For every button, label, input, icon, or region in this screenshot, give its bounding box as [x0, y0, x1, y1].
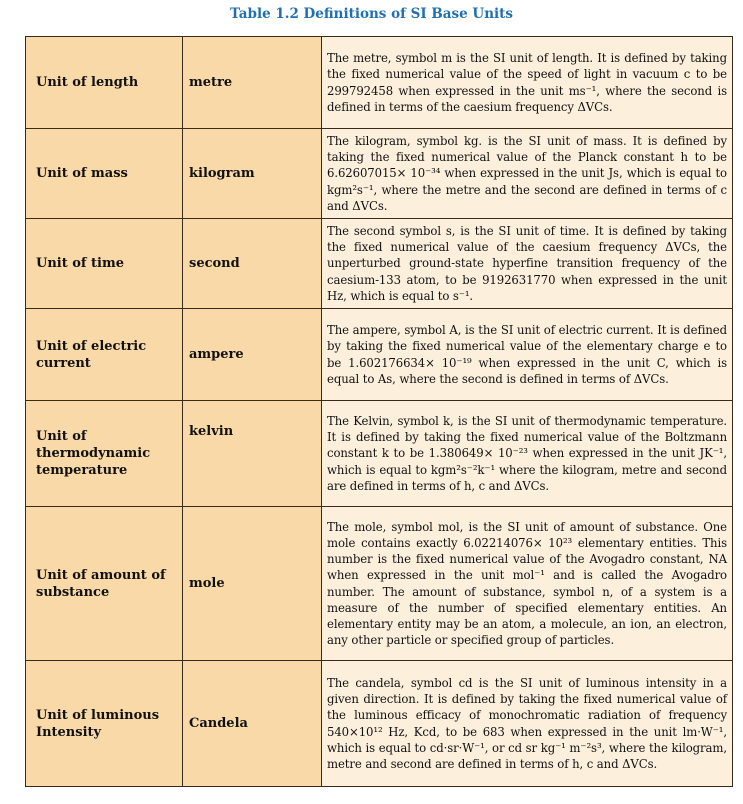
- table-row: [26, 507, 733, 661]
- unit-cell: [183, 219, 322, 309]
- definition-text: The kilogram, symbol kg. is the SI unit of mass. It is defined by taking the fixed numerical value of the Planck constant h to be 6.62607015× 10⁻³⁴ when expressed in the unit Js, which is equal to kgm²s⁻¹, where the metre and the second are defined in terms of c and ΔVCs.: [327, 133, 727, 213]
- unit-cell: [183, 309, 322, 401]
- table-row: [26, 37, 733, 129]
- table-row: [26, 309, 733, 401]
- table-row: [26, 661, 733, 787]
- quantity-cell: [26, 129, 183, 219]
- quantity-cell: [26, 661, 183, 787]
- definition-cell: [322, 129, 733, 219]
- definition-text: The mole, symbol mol, is the SI unit of amount of substance. One mole contains exactly 6.02214076× 10²³ elementary entities. This number is the fixed numerical value of the Avogadro constant, NA when expressed in the unit mol⁻¹ and is called the Avogadro number. The amount of substance, symbol n, of a system is a measure of the number of specified elementary entities. An elementary entity may be an atom, a molecule, an ion, an electron, any other particle or specified group of particles.: [327, 519, 727, 648]
- quantity-label: Unit of thermodynamic temperature: [36, 429, 151, 478]
- definition-cell: [322, 401, 733, 507]
- unit-cell: [183, 507, 322, 661]
- quantity-label: Unit of amount of substance: [36, 567, 166, 600]
- unit-cell: [183, 37, 322, 129]
- table-caption: Table 1.2 Definitions of SI Base Units: [230, 6, 513, 22]
- quantity-cell: [26, 401, 183, 507]
- definition-text: The candela, symbol cd is the SI unit of luminous intensity in a given direction. It is defined by taking the fixed numerical value of the luminous efficacy of monochromatic radiation of frequency 540×10¹² Hz, Kcd, to be 683 when expressed in the unit lm·W⁻¹, which is equal to cd·sr·W⁻¹, or cd sr kg⁻¹ m⁻²s³, where the kilogram, metre and second are defined in terms of h, c and ΔVCs.: [327, 675, 727, 771]
- quantity-cell: [26, 219, 183, 309]
- si-base-units-table: [25, 36, 733, 787]
- quantity-label: Unit of electric current: [36, 338, 147, 371]
- definition-cell: [322, 661, 733, 787]
- unit-name: second: [189, 256, 240, 271]
- definition-cell: [322, 37, 733, 129]
- unit-cell: [183, 129, 322, 219]
- table-row: [26, 219, 733, 309]
- quantity-cell: [26, 507, 183, 661]
- definition-cell: [322, 309, 733, 401]
- quantity-cell: [26, 309, 183, 401]
- unit-name: mole: [189, 576, 225, 591]
- table-row: [26, 129, 733, 219]
- unit-cell: [183, 661, 322, 787]
- quantity-label: Unit of length: [36, 75, 139, 90]
- definition-cell: [322, 507, 733, 661]
- quantity-label: Unit of luminous Intensity: [36, 707, 160, 740]
- table-row: [26, 401, 733, 507]
- definition-cell: [322, 219, 733, 309]
- definition-text: The ampere, symbol A, is the SI unit of electric current. It is defined by taking the fixed numerical value of the elementary charge e to be 1.602176634× 10⁻¹⁹ when expressed in the unit C, which is equal to As, where the second is defined in terms of ΔVCs.: [327, 323, 727, 386]
- quantity-cell: [26, 37, 183, 129]
- unit-name: ampere: [189, 347, 244, 362]
- definition-text: The Kelvin, symbol k, is the SI unit of thermodynamic temperature. It is defined by taking the fixed numerical value of the Boltzmann constant k to be 1.380649× 10⁻²³ when expressed in the unit JK⁻¹, which is equal to kgm²s⁻²k⁻¹ where the kilogram, metre and second are defined in terms of h, c and ΔVCs.: [327, 413, 727, 493]
- unit-cell: [183, 401, 322, 507]
- definition-text: The second symbol s, is the SI unit of time. It is defined by taking the fixed numerical value of the caesium frequency ΔVCs, the unperturbed ground-state hyperfine transition frequency of the caesium-133 atom, to be 9192631770 when expressed in the unit Hz, which is equal to s⁻¹.: [327, 223, 727, 303]
- definition-text: The metre, symbol m is the SI unit of length. It is defined by taking the fixed numerical value of the speed of light in vacuum c to be 299792458 when expressed in the unit ms⁻¹, where the second is defined in terms of the caesium frequency ΔVCs.: [327, 51, 727, 114]
- unit-name: metre: [189, 75, 233, 90]
- unit-name: Candela: [189, 716, 248, 731]
- quantity-label: Unit of time: [36, 256, 125, 271]
- unit-name: kilogram: [189, 166, 255, 181]
- unit-name: kelvin: [189, 424, 234, 439]
- quantity-label: Unit of mass: [36, 166, 128, 181]
